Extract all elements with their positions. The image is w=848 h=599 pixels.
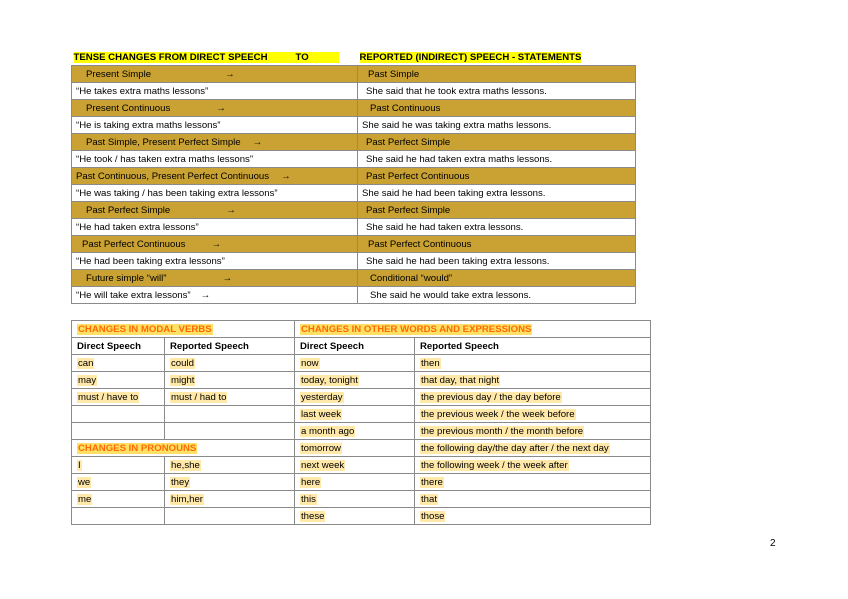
- words-direct-cell-text: here: [301, 476, 321, 488]
- words-direct-cell: [295, 372, 415, 389]
- words-direct-cell: [295, 508, 415, 525]
- words-reported-cell: [415, 440, 651, 457]
- left-direct-cell: [72, 474, 165, 491]
- left-reported-cell-text: he,she: [171, 459, 200, 471]
- words-direct-cell-text: these: [301, 510, 325, 522]
- left-reported-cell: [165, 457, 295, 474]
- words-direct-cell-text: now: [301, 357, 319, 369]
- left-section-heading-text: CHANGES IN PRONOUNS: [78, 442, 197, 454]
- direct-speech-cell: [72, 185, 358, 202]
- right-arrow-icon: →: [222, 272, 233, 284]
- left-direct-cell: [72, 355, 165, 372]
- modal-col-reported-text: Reported Speech: [170, 340, 249, 352]
- tense-example-row: [72, 83, 636, 100]
- words-direct-cell-text: next week: [301, 459, 345, 471]
- words-direct-cell: [295, 457, 415, 474]
- reported-speech-text: Past Continuous: [370, 102, 441, 114]
- words-reported-cell: [415, 355, 651, 372]
- modal-col-direct-text: Direct Speech: [77, 340, 141, 352]
- right-arrow-icon: →: [225, 68, 235, 80]
- left-empty-cell: [165, 508, 295, 525]
- reported-speech-cell: [358, 151, 636, 168]
- page-number: 2: [770, 538, 776, 549]
- direct-speech-text: “He takes extra maths lessons”: [76, 85, 209, 97]
- left-empty-cell: [72, 406, 165, 423]
- words-direct-cell-text: a month ago: [301, 425, 355, 437]
- left-section-heading: [72, 321, 295, 338]
- reported-speech-cell: [358, 168, 636, 185]
- words-reported-cell: [415, 457, 651, 474]
- tense-table-title-left: TENSE CHANGES FROM DIRECT SPEECH: [73, 52, 268, 63]
- tense-example-row: [72, 151, 636, 168]
- direct-speech-text: “He is taking extra maths lessons”: [76, 119, 221, 131]
- direct-speech-cell: [72, 168, 358, 185]
- tense-table-title-row: [72, 50, 636, 66]
- words-reported-cell-text: that: [421, 493, 438, 505]
- tense-table-title-right: REPORTED (INDIRECT) SPEECH - STATEMENTS: [359, 52, 582, 63]
- words-section-heading-text: CHANGES IN OTHER WORDS AND EXPRESSIONS: [301, 323, 532, 335]
- direct-speech-cell: [72, 100, 358, 117]
- words-direct-cell: [295, 423, 415, 440]
- direct-speech-text: “He had taken extra lessons”: [76, 221, 199, 233]
- modal-col-reported: [165, 338, 295, 355]
- tense-table-title-to: TO: [295, 52, 309, 63]
- reported-speech-text: She said he had taken extra lessons.: [366, 221, 524, 233]
- reported-speech-text: She said he was taking extra maths lessons.: [362, 119, 552, 131]
- words-col-reported-text: Reported Speech: [420, 340, 499, 352]
- words-reported-cell-text: those: [421, 510, 445, 522]
- words-direct-cell: [295, 474, 415, 491]
- words-reported-cell-text: the previous week / the week before: [421, 408, 575, 420]
- words-direct-cell: [295, 440, 415, 457]
- left-reported-cell-text: they: [171, 476, 190, 488]
- vocab-row: [72, 321, 651, 338]
- direct-speech-cell: [72, 236, 358, 253]
- vocab-row: [72, 423, 651, 440]
- left-reported-cell-text: must / had to: [171, 391, 227, 403]
- words-direct-cell-text: tomorrow: [301, 442, 341, 454]
- reported-speech-text: Past Perfect Simple: [366, 136, 451, 148]
- direct-speech-text: “He was taking / has been taking extra lessons”: [76, 187, 278, 199]
- reported-speech-cell: [358, 202, 636, 219]
- left-reported-cell-text: might: [171, 374, 195, 386]
- reported-speech-cell: [358, 287, 636, 304]
- words-direct-cell-text: yesterday: [301, 391, 343, 403]
- reported-speech-text: She said he had been taking extra lessons.: [366, 255, 550, 267]
- words-direct-cell: [295, 355, 415, 372]
- right-arrow-icon: →: [226, 204, 236, 216]
- tense-category-row: [72, 168, 636, 185]
- words-reported-cell-text: the previous month / the month before: [421, 425, 584, 437]
- vocab-row: [72, 440, 651, 457]
- reported-speech-text: Past Perfect Simple: [366, 204, 451, 216]
- direct-speech-cell: [72, 117, 358, 134]
- direct-speech-cell: [72, 202, 358, 219]
- direct-speech-cell: [72, 270, 358, 287]
- tense-example-row: [72, 253, 636, 270]
- words-direct-cell: [295, 491, 415, 508]
- left-direct-cell: [72, 372, 165, 389]
- direct-speech-text: Past Simple, Present Perfect Simple: [86, 136, 241, 148]
- tense-table-title-right-cell: [358, 50, 636, 66]
- left-reported-cell: [165, 372, 295, 389]
- words-col-direct-text: Direct Speech: [300, 340, 364, 352]
- reported-speech-cell: [358, 253, 636, 270]
- vocab-row: [72, 491, 651, 508]
- reported-speech-text: Past Simple: [368, 68, 420, 80]
- words-reported-cell-text: there: [421, 476, 443, 488]
- words-reported-cell: [415, 406, 651, 423]
- words-reported-cell-text: then: [421, 357, 440, 369]
- left-section-heading-text: CHANGES IN MODAL VERBS: [78, 323, 212, 335]
- left-direct-cell-text: can: [78, 357, 94, 369]
- vocabulary-changes-table: [71, 320, 651, 525]
- vocab-row: [72, 457, 651, 474]
- reported-speech-cell: [358, 83, 636, 100]
- tense-example-row: [72, 117, 636, 134]
- words-section-heading: [295, 321, 651, 338]
- tense-category-row: [72, 100, 636, 117]
- direct-speech-text: “He took / has taken extra maths lessons”: [76, 153, 254, 165]
- right-arrow-icon: →: [281, 170, 291, 182]
- words-reported-cell: [415, 423, 651, 440]
- direct-speech-text: Past Continuous, Present Perfect Continuous: [76, 170, 270, 182]
- direct-speech-text: Present Simple: [86, 68, 152, 80]
- reported-speech-text: Past Perfect Continuous: [366, 170, 470, 182]
- reported-speech-cell: [358, 66, 636, 83]
- left-reported-cell: [165, 355, 295, 372]
- right-arrow-icon: →: [216, 102, 226, 114]
- reported-speech-text: Past Perfect Continuous: [368, 238, 472, 250]
- right-arrow-icon: →: [211, 238, 222, 250]
- left-section-heading: [72, 440, 295, 457]
- words-direct-cell: [295, 389, 415, 406]
- words-direct-cell-text: last week: [301, 408, 341, 420]
- reported-speech-cell: [358, 219, 636, 236]
- left-empty-cell: [165, 406, 295, 423]
- left-direct-cell-text: must / have to: [78, 391, 139, 403]
- left-direct-cell: [72, 389, 165, 406]
- left-direct-cell-text: may: [78, 374, 97, 386]
- left-empty-cell: [165, 423, 295, 440]
- left-direct-cell: [72, 457, 165, 474]
- reported-speech-cell: [358, 134, 636, 151]
- vocab-row: [72, 389, 651, 406]
- words-col-reported: [415, 338, 651, 355]
- tense-category-row: [72, 66, 636, 83]
- tense-table-title-left-cell: [72, 50, 358, 66]
- words-reported-cell-text: the previous day / the day before: [421, 391, 561, 403]
- left-reported-cell: [165, 491, 295, 508]
- modal-col-direct: [72, 338, 165, 355]
- reported-speech-text: Conditional “would”: [370, 272, 453, 284]
- reported-speech-cell: [358, 270, 636, 287]
- words-reported-cell-text: the following day/the day after / the next day: [421, 442, 609, 454]
- left-direct-cell-text: we: [78, 476, 91, 488]
- tense-category-row: [72, 270, 636, 287]
- tense-category-row: [72, 134, 636, 151]
- direct-speech-text: Present Continuous: [86, 102, 171, 114]
- reported-speech-text: She said he had been taking extra lessons.: [362, 187, 546, 199]
- words-reported-cell-text: that day, that night: [421, 374, 500, 386]
- direct-speech-text: Future simple “will”: [86, 272, 167, 284]
- vocab-row: [72, 406, 651, 423]
- left-reported-cell-text: him,her: [171, 493, 203, 505]
- direct-speech-cell: [72, 151, 358, 168]
- reported-speech-text: She said he had taken extra maths lessons.: [366, 153, 553, 165]
- vocab-row: [72, 474, 651, 491]
- words-direct-cell: [295, 406, 415, 423]
- left-direct-cell-text: me: [78, 493, 92, 505]
- direct-speech-cell: [72, 83, 358, 100]
- direct-speech-cell: [72, 219, 358, 236]
- vocab-row: [72, 355, 651, 372]
- right-arrow-icon: →: [200, 289, 211, 301]
- left-reported-cell: [165, 389, 295, 406]
- direct-speech-cell: [72, 253, 358, 270]
- left-reported-cell-text: could: [171, 357, 194, 369]
- reported-speech-cell: [358, 100, 636, 117]
- direct-speech-cell: [72, 287, 358, 304]
- tense-example-row: [72, 185, 636, 202]
- tense-example-row: [72, 287, 636, 304]
- left-empty-cell: [72, 423, 165, 440]
- words-direct-cell-text: this: [301, 493, 316, 505]
- words-reported-cell: [415, 491, 651, 508]
- words-reported-cell: [415, 372, 651, 389]
- left-direct-cell: [72, 491, 165, 508]
- reported-speech-cell: [358, 236, 636, 253]
- words-reported-cell: [415, 474, 651, 491]
- direct-speech-text: “He will take extra lessons”: [76, 289, 191, 301]
- reported-speech-text: She said he would take extra lessons.: [370, 289, 532, 301]
- words-col-direct: [295, 338, 415, 355]
- words-reported-cell: [415, 508, 651, 525]
- reported-speech-text: She said that he took extra maths lessons.: [366, 85, 547, 97]
- direct-speech-text: “He had been taking extra lessons”: [76, 255, 225, 267]
- vocab-row: [72, 508, 651, 525]
- vocab-row: [72, 372, 651, 389]
- direct-speech-text: Past Perfect Simple: [86, 204, 171, 216]
- tense-category-row: [72, 236, 636, 253]
- left-empty-cell: [72, 508, 165, 525]
- words-reported-cell: [415, 389, 651, 406]
- direct-speech-cell: [72, 134, 358, 151]
- words-direct-cell-text: today, tonight: [301, 374, 358, 386]
- left-direct-cell-text: I: [78, 459, 81, 471]
- direct-speech-text: Past Perfect Continuous: [82, 238, 186, 250]
- reported-speech-cell: [358, 117, 636, 134]
- left-reported-cell: [165, 474, 295, 491]
- reported-speech-cell: [358, 185, 636, 202]
- vocab-row: [72, 338, 651, 355]
- tense-changes-table: [71, 50, 636, 304]
- direct-speech-cell: [72, 66, 358, 83]
- right-arrow-icon: →: [252, 136, 263, 148]
- tense-category-row: [72, 202, 636, 219]
- tense-example-row: [72, 219, 636, 236]
- words-reported-cell-text: the following week / the week after: [421, 459, 568, 471]
